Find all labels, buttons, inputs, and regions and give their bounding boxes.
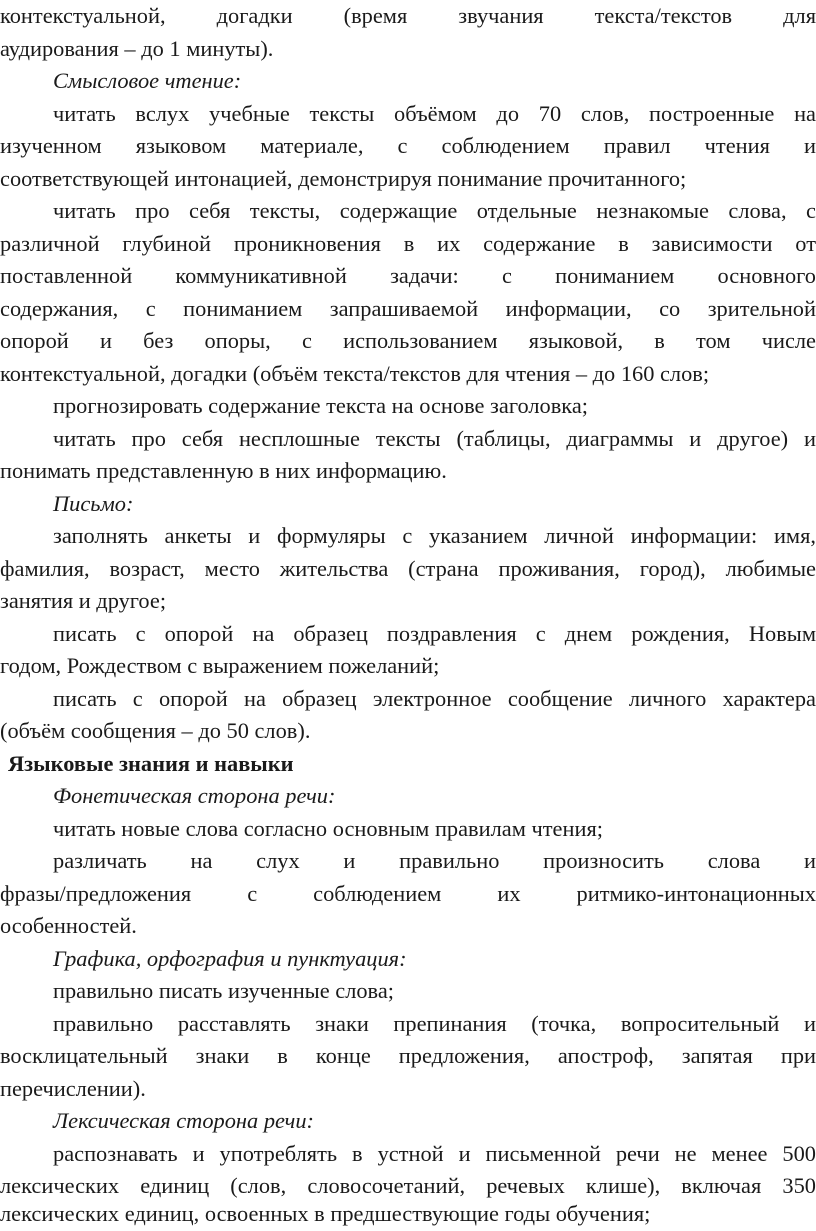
text-line: опорой и без опоры, с использованием языковой, в том числе	[0, 328, 816, 353]
text-line: прогнозировать содержание текста на основе заголовка;	[53, 393, 588, 418]
section-heading: Языковые знания и навыки	[8, 751, 294, 776]
text-line: читать про себя тексты, содержащие отдельные незнакомые слова, с	[53, 198, 816, 223]
text-line: (объём сообщения – до 50 слов).	[0, 718, 311, 743]
text-line: лексических единиц (слов, словосочетаний, речевых клише), включая 350	[0, 1173, 816, 1198]
text-line: читать новые слова согласно основным правилам чтения;	[53, 816, 603, 841]
text-line: правильно расставлять знаки препинания (точка, вопросительный и	[53, 1011, 816, 1036]
text-line: содержания, с пониманием запрашиваемой информации, со зрительной	[0, 296, 816, 321]
section-subheading: Фонетическая сторона речи:	[53, 783, 336, 808]
text-line: правильно писать изученные слова;	[53, 978, 394, 1003]
text-line: особенностей.	[0, 913, 137, 938]
text-line: фразы/предложения с соблюдением их ритмико-интонационных	[0, 881, 816, 906]
text-line: различной глубиной проникновения в их содержание в зависимости от	[0, 231, 816, 256]
text-line: писать с опорой на образец электронное сообщение личного характера	[53, 686, 816, 711]
text-line: распознавать и употреблять в устной и письменной речи не менее 500	[53, 1141, 816, 1166]
text-line: контекстуальной, догадки (объём текста/текстов для чтения – до 160 слов;	[0, 361, 710, 386]
text-line: читать про себя несплошные тексты (таблицы, диаграммы и другое) и	[53, 426, 816, 451]
text-line: аудирования – до 1 минуты).	[0, 36, 274, 61]
text-line: читать вслух учебные тексты объёмом до 70 слов, построенные на	[53, 101, 816, 126]
text-line: перечислении).	[0, 1076, 146, 1101]
text-line: различать на слух и правильно произносить слова и	[53, 848, 816, 873]
text-line: годом, Рождеством с выражением пожеланий;	[0, 653, 440, 678]
text-line: понимать представленную в них информацию.	[0, 458, 447, 483]
section-subheading: Графика, орфография и пунктуация:	[53, 946, 407, 971]
section-subheading: Письмо:	[53, 491, 134, 516]
text-line: изученном языковом материале, с соблюдением правил чтения и	[0, 133, 816, 158]
text-line: соответствующей интонацией, демонстрируя понимание прочитанного;	[0, 166, 687, 191]
text-line: заполнять анкеты и формуляры с указанием личной информации: имя,	[53, 523, 816, 548]
section-subheading: Смысловое чтение:	[53, 68, 242, 93]
text-line: лексических единиц, освоенных в предшествующие годы обучения;	[0, 1201, 651, 1226]
text-line: поставленной коммуникативной задачи: с пониманием основного	[0, 263, 816, 288]
text-line: занятия и другое;	[0, 588, 167, 613]
text-line: восклицательный знаки в конце предложения, апостроф, запятая при	[0, 1043, 816, 1068]
text-line: фамилия, возраст, место жительства (страна проживания, город), любимые	[0, 556, 816, 581]
text-line: писать с опорой на образец поздравления с днем рождения, Новым	[53, 621, 816, 646]
text-line: контекстуальной, догадки (время звучания текста/текстов для	[0, 3, 816, 28]
section-subheading: Лексическая сторона речи:	[53, 1108, 315, 1133]
